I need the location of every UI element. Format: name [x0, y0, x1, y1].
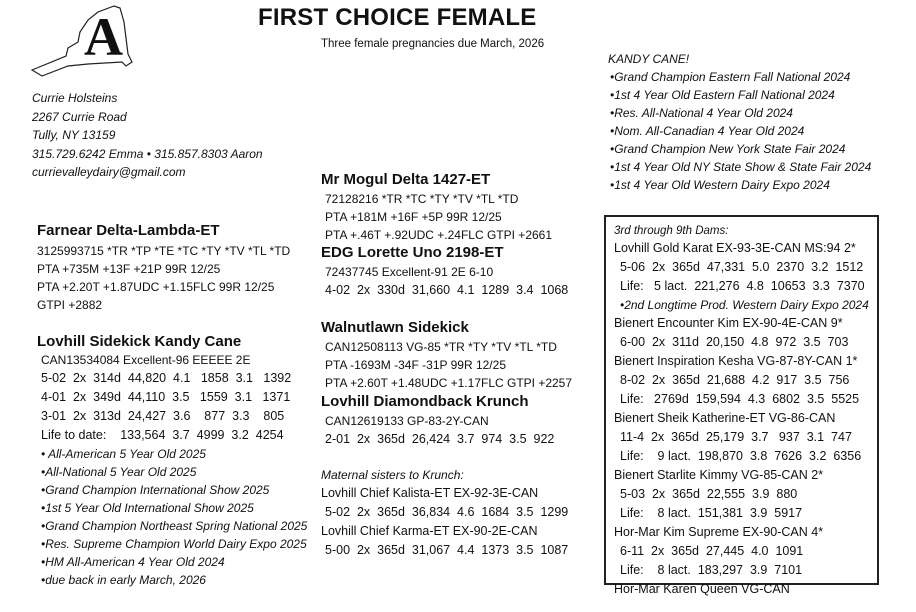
dam-entry-name: Bienert Encounter Kim EX-90-4E-CAN 9*	[614, 316, 843, 330]
dam-entry-record: 8-02 2x 365d 21,688 4.2 917 3.5 756	[620, 373, 850, 387]
walnut-pta-line: PTA -1693M -34F -31P 99R 12/25	[325, 358, 506, 372]
maternal-heading: Maternal sisters to Krunch:	[321, 468, 464, 482]
dam-record: 3-01 2x 313d 24,427 3.6 877 3.3 805	[41, 409, 285, 423]
walnut-name: Walnutlawn Sidekick	[321, 319, 469, 336]
sister-record: 5-02 2x 365d 36,834 4.6 1684 3.5 1299	[325, 505, 569, 519]
dam-entry-record: 11-4 2x 365d 25,179 3.7 937 3.1 747	[620, 430, 852, 444]
contact-street: 2267 Currie Road	[32, 109, 127, 124]
edg-name: EDG Lorette Uno 2198-ET	[321, 244, 504, 261]
dam-block	[37, 333, 307, 589]
kandy-honor: •1st 4 Year Old Western Dairy Expo 2024	[610, 178, 830, 192]
dam-entry-life: Life: 8 lact. 151,381 3.9 5917	[620, 506, 803, 520]
dam-honor: •due back in early March, 2026	[41, 573, 206, 587]
sister-name: Lovhill Chief Karma-ET EX-90-2E-CAN	[321, 524, 538, 538]
krunch-name: Lovhill Diamondback Krunch	[321, 393, 529, 410]
dam-entry-name: Hor-Mar Karen Queen VG-CAN	[614, 582, 790, 596]
krunch-id-line: CAN12619133 GP-83-2Y-CAN	[325, 414, 489, 428]
page-title: FIRST CHOICE FEMALE	[258, 4, 537, 31]
edg-id-line: 72437745 Excellent-91 2E 6-10	[325, 265, 494, 279]
dam-entry-record: 6-00 2x 311d 20,150 4.8 972 3.5 703	[620, 335, 849, 349]
dam-honor: •Res. Supreme Champion World Dairy Expo 2025	[41, 537, 307, 551]
walnut-block	[321, 319, 572, 392]
dam-entry-record: 6-11 2x 365d 27,445 4.0 1091	[620, 544, 804, 558]
contact-city: Tully, NY 13159	[32, 128, 116, 142]
contact-farm: Currie Holsteins	[32, 91, 118, 105]
krunch-block	[321, 393, 554, 449]
walnut-id-line: CAN12508113 VG-85 *TR *TY *TV *TL *TD	[325, 340, 557, 354]
kandy-honor: •Grand Champion Eastern Fall National 2024	[610, 70, 851, 84]
kandy-honor: •Nom. All-Canadian 4 Year Old 2024	[610, 124, 805, 138]
maternal-sisters-block	[321, 466, 568, 560]
contact-block	[32, 89, 263, 182]
contact-phones: 315.729.6242 Emma • 315.857.8303 Aaron	[32, 146, 263, 161]
sire-name: Farnear Delta-Lambda-ET	[37, 222, 220, 239]
walnut-pta-type-line: PTA +2.60T +1.48UDC +1.17FLC GTPI +2257	[325, 376, 573, 390]
dam-record: 4-01 2x 349d 44,110 3.5 1559 3.1 1371	[41, 390, 291, 404]
sire-block	[37, 222, 290, 314]
dam-entry-record: 5-03 2x 365d 22,555 3.9 880	[620, 487, 798, 501]
page-subtitle: Three female pregnancies due March, 2026	[321, 38, 545, 50]
kandy-cane-honors	[608, 50, 871, 194]
dam-record: 5-02 2x 314d 44,820 4.1 1858 3.1 1392	[41, 371, 292, 385]
mogul-block	[321, 171, 552, 244]
dam-entry-life: Life: 8 lact. 183,297 3.9 7101	[620, 563, 803, 577]
sire-pta-line: PTA +735M +13F +21P 99R 12/25	[37, 262, 221, 276]
dam-entry-record: 5-06 2x 365d 47,331 5.0 2370 3.2 1512	[620, 260, 864, 274]
dam-honor: •1st 5 Year Old International Show 2025	[41, 501, 254, 515]
dam-entry-life: Life: 5 lact. 221,276 4.8 10653 3.3 7370	[620, 279, 865, 293]
dam-honor: •All-National 5 Year Old 2025	[41, 465, 197, 479]
sire-id-line: 3125993715 *TR *TP *TE *TC *TY *TV *TL *TD	[37, 244, 291, 258]
dams-list	[614, 223, 869, 599]
sire-pta-type-line: PTA +2.20T +1.87UDC +1.15FLC 99R 12/25	[37, 280, 275, 294]
dam-entry-name: Bienert Starlite Kimmy VG-85-CAN 2*	[614, 468, 824, 482]
dam-id-line: CAN13534084 Excellent-96 EEEEE 2E	[41, 353, 251, 367]
dam-entry-name: Lovhill Gold Karat EX-93-3E-CAN MS:94 2*	[614, 241, 856, 255]
dam-life-record: Life to date: 133,564 3.7 4999 3.2 4254	[41, 428, 284, 442]
contact-email[interactable]: currievalleydairy@gmail.com	[32, 165, 186, 179]
dam-honor: •HM All-American 4 Year Old 2024	[41, 555, 225, 569]
dam-entry-name: Bienert Inspiration Kesha VG-87-8Y-CAN 1*	[614, 354, 858, 368]
dam-entry-name: Bienert Sheik Katherine-ET VG-86-CAN	[614, 411, 836, 425]
dam-entry-note: •2nd Longtime Prod. Western Dairy Expo 2024	[620, 298, 869, 312]
logo-letter: A	[84, 7, 123, 67]
dam-entry-life: Life: 9 lact. 198,870 3.8 7626 3.2 6356	[620, 449, 862, 463]
dam-name: Lovhill Sidekick Kandy Cane	[37, 333, 242, 350]
dams-box	[604, 215, 879, 596]
sister-name: Lovhill Chief Kalista-ET EX-92-3E-CAN	[321, 486, 539, 500]
sister-record: 5-00 2x 365d 31,067 4.4 1373 3.5 1087	[325, 543, 569, 557]
sire-gtpi-line: GTPI +2882	[37, 298, 103, 312]
kandy-honor: •1st 4 Year Old Eastern Fall National 2024	[610, 88, 835, 102]
dam-honor: • All-American 5 Year Old 2025	[41, 447, 206, 461]
kandy-honor: •1st 4 Year Old NY State Show & State Fair 2024	[610, 160, 872, 174]
dam-entry-life: Life: 2769d 159,594 4.3 6802 3.5 5525	[620, 392, 860, 406]
dam-honor: •Grand Champion Northeast Spring National 2025	[41, 519, 308, 533]
kandy-honor: •Grand Champion New York State Fair 2024	[610, 142, 846, 156]
edg-record: 4-02 2x 330d 31,660 4.1 1289 3.4 1068	[325, 283, 569, 297]
edg-block	[321, 244, 568, 300]
krunch-record: 2-01 2x 365d 26,424 3.7 974 3.5 922	[325, 432, 555, 446]
mogul-id-line: 72128216 *TR *TC *TY *TV *TL *TD	[325, 192, 519, 206]
dam-honor: •Grand Champion International Show 2025	[41, 483, 270, 497]
mogul-name: Mr Mogul Delta 1427-ET	[321, 171, 491, 188]
dams-heading: 3rd through 9th Dams:	[614, 225, 729, 237]
dam-entry-name: Hor-Mar Kim Supreme EX-90-CAN 4*	[614, 525, 824, 539]
kandy-heading: KANDY CANE!	[608, 52, 690, 66]
mogul-pta-line: PTA +181M +16F +5P 99R 12/25	[325, 210, 502, 224]
kandy-honor: •Res. All-National 4 Year Old 2024	[610, 106, 793, 120]
mogul-pta-type-line: PTA +.46T +.92UDC +.24FLC GTPI +2661	[325, 228, 553, 242]
